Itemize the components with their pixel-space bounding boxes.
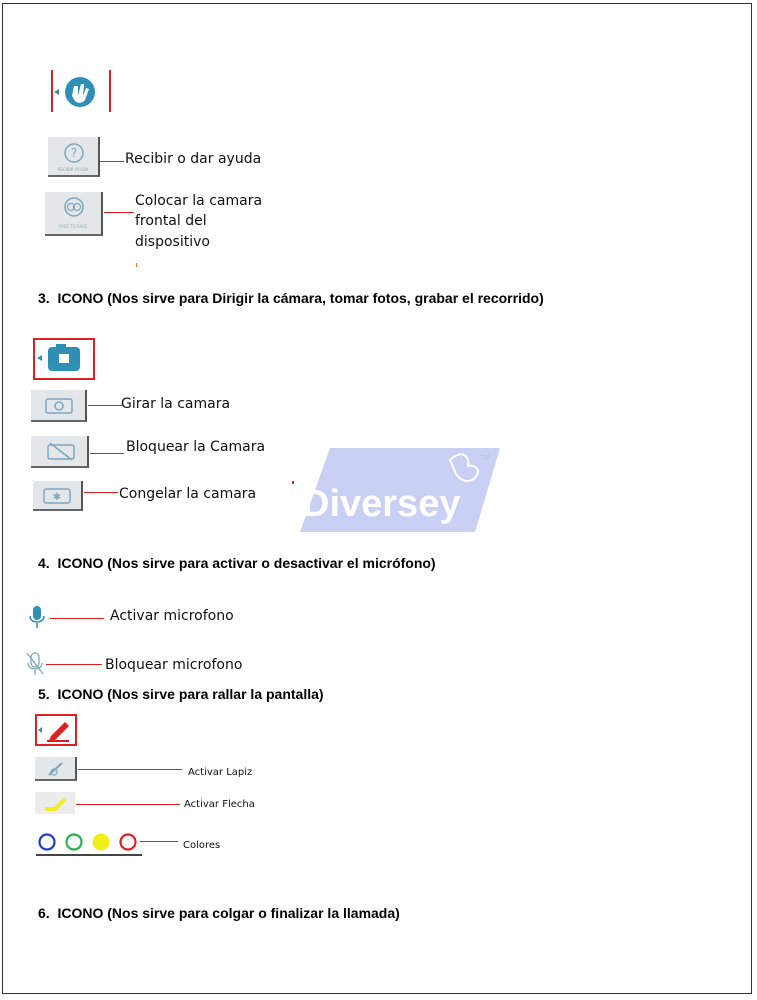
section-6-title: ICONO (Nos sirve para colgar o finalizar la llamada) <box>57 905 400 921</box>
blue-color-swatch <box>40 835 55 850</box>
colors-label: Colores <box>183 840 221 851</box>
mic-off-label: Bloquear microfono <box>105 657 243 673</box>
block-camera-thumbnail <box>31 436 89 468</box>
section-6-heading <box>38 905 400 921</box>
section-3-number: 3. <box>38 290 50 306</box>
rotate-camera-thumbnail <box>31 390 87 422</box>
pen-tool-icon <box>45 760 67 778</box>
freeze-camera-leader <box>84 492 118 493</box>
colors-leader <box>140 841 178 842</box>
mic-off-leader <box>46 664 102 665</box>
hand-icon <box>52 74 102 110</box>
face-label-line-3: dispositivo <box>135 234 210 250</box>
section-5-number: 5. <box>38 686 50 702</box>
svg-text:?: ? <box>70 146 78 160</box>
section-3-title: ICONO (Nos sirve para Dirigir la cámara, tomar fotos, grabar el recorrido) <box>57 290 544 306</box>
microphone-off-icon <box>24 650 46 678</box>
help-thumbnail <box>48 137 100 177</box>
pencil-thumbnail <box>35 757 77 781</box>
pencil-icon <box>37 716 75 744</box>
section-3-heading <box>38 290 544 306</box>
camera-off-icon <box>45 441 77 461</box>
help-thumb-caption: RECIBIR AYUDA <box>57 167 89 172</box>
freeze-camera-thumbnail <box>33 481 83 511</box>
section-4-title: ICONO (Nos sirve para activar o desactivar el micrófono) <box>57 555 436 571</box>
stray-mark <box>136 263 137 267</box>
svg-text:✱: ✱ <box>52 492 62 503</box>
arrow-thumbnail <box>35 792 75 814</box>
block-camera-label: Bloquear la Camara <box>126 439 266 455</box>
watermark-text: Diversey <box>302 483 461 525</box>
microphone-icon <box>26 604 48 630</box>
red-color-swatch <box>121 835 136 850</box>
arrow-leader <box>76 804 180 805</box>
stray-red-mark <box>292 481 294 484</box>
green-color-swatch <box>67 835 82 850</box>
color-swatches <box>36 832 142 852</box>
section-6-number: 6. <box>38 905 50 921</box>
mic-on-leader <box>50 618 104 619</box>
snowflake-camera-icon <box>41 485 73 505</box>
camera-icon <box>36 342 86 374</box>
help-leader <box>100 161 124 162</box>
diversey-watermark <box>300 440 500 540</box>
question-icon <box>63 142 85 164</box>
highlighter-arrow-icon <box>43 796 69 812</box>
rotate-leader <box>88 405 122 406</box>
mic-on-label: Activar microfono <box>110 608 234 624</box>
section-5-heading <box>38 686 324 702</box>
block-camera-leader <box>90 453 124 454</box>
face-thumbnail <box>45 192 103 236</box>
section-4-heading <box>38 555 436 571</box>
rotate-camera-label: Girar la camara <box>121 396 231 412</box>
help-label: Recibir o dar ayuda <box>125 151 262 167</box>
pencil-label: Activar Lapiz <box>188 767 253 778</box>
face-leader <box>104 212 134 213</box>
rotate-camera-icon <box>43 395 75 415</box>
yellow-color-swatch <box>93 834 110 851</box>
section-5-title: ICONO (Nos sirve para rallar la pantalla) <box>57 686 324 702</box>
section-4-number: 4. <box>38 555 50 571</box>
face-thumb-caption: FACE TO FACE <box>59 224 87 229</box>
freeze-camera-label: Congelar la camara <box>119 486 257 502</box>
watermark-tm: TM <box>480 455 491 462</box>
face-to-face-icon <box>63 196 85 218</box>
face-label-line-2: frontal del <box>135 213 207 229</box>
pencil-leader <box>78 769 182 770</box>
color-palette <box>36 830 142 856</box>
face-label-line-1: Colocar la camara <box>135 193 263 209</box>
arrow-label: Activar Flecha <box>184 799 255 810</box>
